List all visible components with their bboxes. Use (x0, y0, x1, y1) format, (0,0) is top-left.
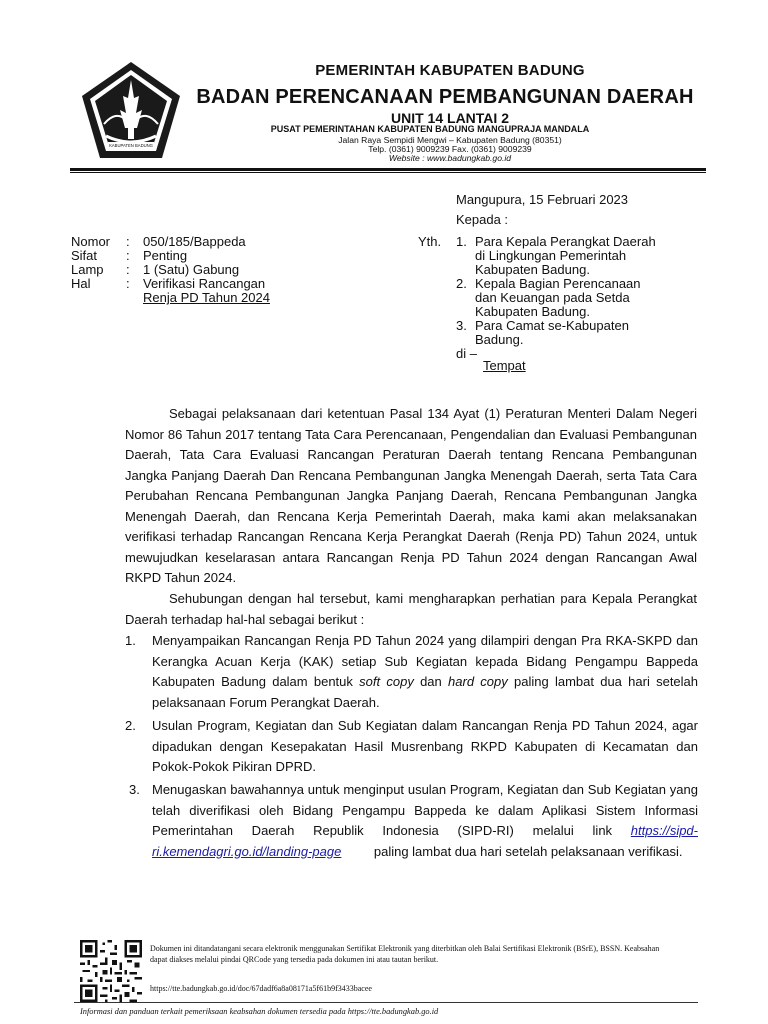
recipient-number: 2. (456, 276, 467, 291)
recipient-number: 3. (456, 318, 467, 333)
meta-value-lamp: 1 (Satu) Gabung (143, 262, 240, 277)
sipd-link[interactable]: https://sipd-ri.kemendagri.go.id/landing-page (152, 823, 698, 859)
recipient-line: Para Camat se-Kabupaten (475, 318, 629, 333)
letterhead-divider (70, 168, 706, 171)
letterhead-telephone: Telp. (0361) 9009239 Fax. (0361) 9009239 (368, 144, 532, 154)
list-item-number: 2. (125, 718, 136, 733)
letterhead-center: PUSAT PEMERINTAHAN KABUPATEN BADUNG MANGUPRAJA MANDALA (270, 124, 590, 134)
meta-label-lamp: Lamp (71, 262, 104, 277)
meta-colon: : (126, 248, 130, 263)
footer-esign-note: Dokumen ini ditandatangani secara elektronik menggunakan Sertifikat Elektronik yang diterbitkan oleh Balai Sertifikasi Elektronik (BSrE), BSSN. Keabsahan dapat diakses melalui pindai QRCode yang tersedia pada dokumen ini atau tautan berikut. (150, 944, 660, 964)
recipient-line: di Lingkungan Pemerintah (475, 248, 627, 263)
meta-label-sifat: Sifat (71, 248, 98, 263)
yth-label: Yth. (418, 234, 442, 249)
meta-colon: : (126, 234, 130, 249)
di-label: di – (456, 346, 477, 361)
recipient-line: Kabupaten Badung. (475, 262, 590, 277)
meta-colon: : (126, 262, 130, 277)
footer-info: Informasi dan panduan terkait pemeriksaan keabsahan dokumen tersedia pada https://tte.badungkab.go.id (80, 1007, 439, 1016)
meta-value-hal: Verifikasi Rancangan (143, 276, 266, 291)
meta-label-hal: Hal (71, 276, 91, 291)
recipient-number: 1. (456, 234, 467, 249)
meta-label-nomor: Nomor (71, 234, 111, 249)
footer-verification-url[interactable]: https://tte.badungkab.go.id/doc/67dadf6a8a08171a5f61b9f3433bacee (150, 984, 372, 993)
kepada-label: Kepada : (456, 212, 509, 227)
letterhead-address: Jalan Raya Sempidi Mengwi – Kabupaten Badung (80351) (338, 135, 562, 145)
meta-value-hal-line2: Renja PD Tahun 2024 (143, 290, 270, 305)
tempat-label: Tempat (483, 358, 526, 373)
letterhead-unit: UNIT 14 LANTAI 2 (391, 110, 509, 126)
meta-value-sifat: Penting (143, 248, 188, 263)
list-item-number: 3. (129, 782, 140, 797)
list-item-number: 1. (125, 633, 136, 648)
recipient-line: Kabupaten Badung. (475, 304, 590, 319)
recipient-line: Para Kepala Perangkat Daerah (475, 234, 656, 249)
meta-value-nomor: 050/185/Bappeda (143, 234, 246, 249)
letterhead-agency: BADAN PERENCANAAN PEMBANGUNAN DAERAH (196, 86, 694, 108)
qr-code-icon[interactable] (80, 940, 142, 1002)
letterhead-website: Website : www.badungkab.go.id (388, 153, 512, 163)
list-item-3: Menugaskan bawahannya untuk menginput usulan Program, Kegiatan dan Sub Kegiatan yang telah diverifikasi oleh Bidang Pengampu Bappeda ke dalam Aplikasi Sistem Informasi Pemerintahan Daerah Republik Indonesia (SIPD-RI) melalui link https://sipd-ri.kemendagri.go.id/landing-page paling lambat dua hari setelah pelaksanaan verifikasi. (152, 782, 698, 859)
svg-text:KABUPATEN BADUNG: KABUPATEN BADUNG (109, 143, 153, 148)
letterhead-divider-thin (70, 172, 706, 173)
regency-emblem-logo (76, 58, 186, 168)
body-paragraph-2: Sehubungan dengan hal tersebut, kami mengharapkan perhatian para Kepala Perangkat Daerah terhadap hal-hal sebagai berikut : (125, 591, 697, 627)
meta-colon: : (126, 276, 130, 291)
recipient-line: Badung. (475, 332, 524, 347)
recipient-line: dan Keuangan pada Setda (475, 290, 630, 305)
list-item-1: Menyampaikan Rancangan Renja PD Tahun 2024 yang dilampiri dengan Pra RKA-SKPD dan Kerangka Acuan Kerja (KAK) setiap Sub Kegiatan kepada Bidang Pengampu Bappeda Kabupaten Badung dalam bentuk soft copy dan hard copy paling lambat dua hari setelah pelaksanaan Forum Perangkat Daerah. (152, 633, 699, 710)
place-date: Mangupura, 15 Februari 2023 (456, 192, 629, 207)
body-paragraph-1: Sebagai pelaksanaan dari ketentuan Pasal 134 Ayat (1) Peraturan Menteri Dalam Negeri Nomor 86 Tahun 2017 tentang Tata Cara Perencanaan, Pengendalian dan Evaluasi Pembangunan Daerah, Tata Cara Evaluasi Rancangan Peraturan Daerah tentang Rencana Pembangunan Jangka Panjang Daerah Dan Rencana Pembangunan Jangka Menengah Daerah, serta Tata Cara Perubahan Rencana Pembangunan Jangka Panjang Daerah, Rencana Pembangunan Jangka Menengah Daerah, dan Rencana Kerja Pemerintah Daerah, maka kami akan melaksanakan verifikasi terhadap Rancangan Rencana Kerja Perangkat Daerah (Renja PD) Tahun 2024, untuk mewujudkan keselarasan antara Rancangan Renja PD Tahun 2024 dengan Rancangan Awal RKPD Tahun 2024. (125, 406, 697, 585)
recipient-line: Kepala Bagian Perencanaan (475, 276, 641, 291)
list-item-2: Usulan Program, Kegiatan dan Sub Kegiatan dalam Rancangan Renja PD Tahun 2024, agar dipadukan dengan Kesepakatan Hasil Musrenbang RKPD Kabupaten di Kecamatan dan Pokok-Pokok Pikiran DPRD. (152, 718, 698, 774)
letterhead-government: PEMERINTAH KABUPATEN BADUNG (315, 62, 585, 79)
